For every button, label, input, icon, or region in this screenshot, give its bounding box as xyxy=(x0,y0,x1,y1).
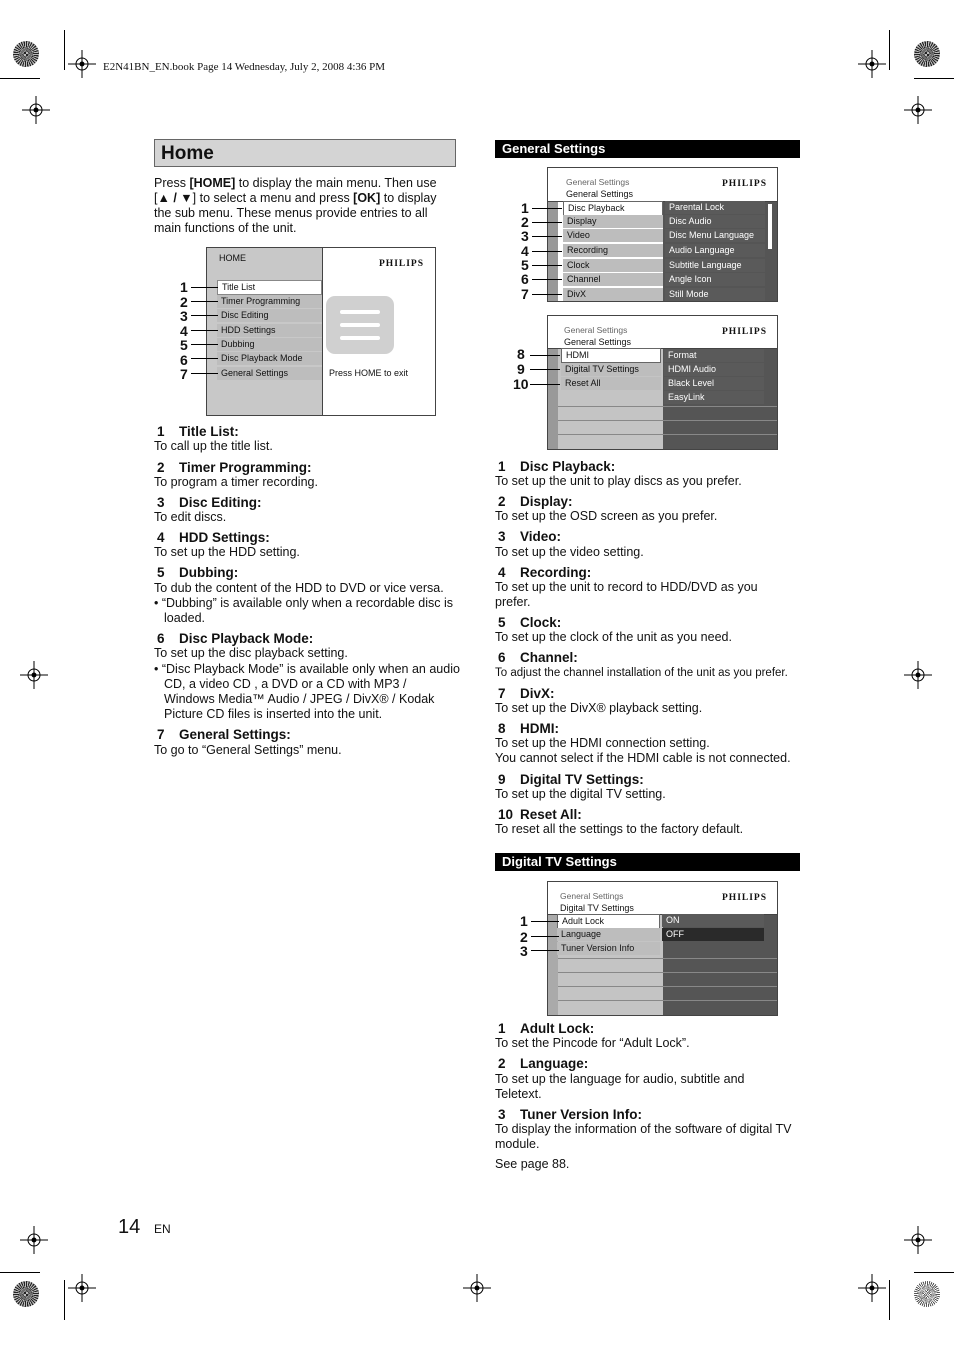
callout-number: 4 xyxy=(180,323,188,339)
entry-heading: 4 HDD Settings: xyxy=(157,530,270,545)
callout-leader xyxy=(530,355,560,356)
entry-desc: To set up the HDMI connection setting. xyxy=(495,736,710,750)
entry-desc: To display the information of the software of digital TV module. xyxy=(495,1122,792,1151)
general-right-format[interactable]: Format xyxy=(664,349,764,362)
general-left-video[interactable]: Video xyxy=(563,229,663,242)
crosshair-mark xyxy=(463,1274,491,1302)
entry-desc: To program a timer recording. xyxy=(154,475,318,489)
entry-heading: 1 Disc Playback: xyxy=(498,459,616,474)
callout-leader xyxy=(191,358,218,359)
crop-line xyxy=(914,1272,954,1273)
entry-heading: 1 Adult Lock: xyxy=(498,1021,595,1036)
home-item-hdd-settings[interactable]: HDD Settings xyxy=(217,324,322,337)
entry-desc: To set up the unit to play discs as you prefer. xyxy=(495,474,742,488)
section-bar-digital-tv-settings: Digital TV Settings xyxy=(495,853,800,871)
entry-heading: 10 Reset All: xyxy=(498,807,582,822)
home-item-dubbing[interactable]: Dubbing xyxy=(217,338,322,351)
entry-heading: 5 Clock: xyxy=(498,615,562,630)
callout-number: 5 xyxy=(521,257,529,273)
home-screen-heading: HOME xyxy=(219,253,246,263)
crosshair-mark xyxy=(904,96,932,124)
entry-heading: 1 Title List: xyxy=(157,424,239,439)
entry-desc: To set the Pincode for “Adult Lock”. xyxy=(495,1036,690,1050)
general-right-audio-language[interactable]: Audio Language xyxy=(665,244,765,257)
callout-leader xyxy=(191,330,218,331)
home-item-disc-editing[interactable]: Disc Editing xyxy=(217,309,322,322)
entry-heading: 7 General Settings: xyxy=(157,727,291,742)
home-intro: Press [HOME] to display the main menu. Then use [▲ / ▼] to select a menu and press [OK] to display the sub menu. These menus provide entries to all main functions of the unit. xyxy=(154,176,437,235)
callout-number: 1 xyxy=(180,279,188,295)
crop-line xyxy=(0,78,40,79)
entry-desc: To set up the disc playback setting. xyxy=(154,646,348,660)
general-left-hdmi[interactable]: HDMI xyxy=(561,348,661,363)
crosshair-mark xyxy=(904,661,932,689)
general-right-still-mode[interactable]: Still Mode xyxy=(665,288,765,301)
entry-desc-2: You cannot select if the HDMI cable is not connected. xyxy=(495,751,791,765)
crosshair-mark xyxy=(22,96,50,124)
crop-line xyxy=(64,30,65,70)
entry-desc: To set up the HDD setting. xyxy=(154,545,300,559)
entry-desc: To set up the digital TV setting. xyxy=(495,787,666,801)
crop-line xyxy=(914,78,954,79)
callout-number: 8 xyxy=(517,346,525,362)
crosshair-mark xyxy=(904,1226,932,1254)
general-right-easylink[interactable]: EasyLink xyxy=(664,391,764,404)
general-right-parental-lock[interactable]: Parental Lock xyxy=(665,201,765,214)
section-bar-general-settings: General Settings xyxy=(495,140,800,158)
callout-number: 4 xyxy=(521,243,529,259)
general-right-subtitle-language[interactable]: Subtitle Language xyxy=(665,259,765,272)
general-left-display[interactable]: Display xyxy=(563,215,663,228)
callout-number: 1 xyxy=(521,200,529,216)
entry-desc: To set up the OSD screen as you prefer. xyxy=(495,509,718,523)
entry-heading: 9 Digital TV Settings: xyxy=(498,772,644,787)
callout-leader xyxy=(532,222,562,223)
general-right-angle-icon[interactable]: Angle Icon xyxy=(665,273,765,286)
see-page-note: See page 88. xyxy=(495,1157,570,1171)
crop-line xyxy=(889,30,890,70)
entry-heading: 4 Recording: xyxy=(498,565,592,580)
crosshair-mark xyxy=(68,1274,96,1302)
philips-logo: PHILIPS xyxy=(722,179,768,189)
entry-heading: 5 Dubbing: xyxy=(157,565,239,580)
crop-line xyxy=(0,1272,40,1273)
entry-desc: To edit discs. xyxy=(154,510,227,524)
philips-logo: PHILIPS xyxy=(379,259,425,269)
callout-leader xyxy=(532,208,562,209)
crosshair-mark xyxy=(20,661,48,689)
registration-burst-tr xyxy=(914,41,940,67)
entry-desc: To set up the unit to record to HDD/DVD as you prefer. xyxy=(495,580,758,609)
callout-leader xyxy=(191,315,218,316)
entry-heading: 2 Language: xyxy=(498,1056,589,1071)
digital-left-adult-lock[interactable]: Adult Lock xyxy=(557,914,660,929)
crosshair-mark xyxy=(20,1226,48,1254)
entry-desc: To set up the language for audio, subtitle and Teletext. xyxy=(495,1072,745,1101)
callout-leader xyxy=(191,344,218,345)
general-left-reset-all[interactable]: Reset All xyxy=(561,377,661,390)
entry-desc: To set up the clock of the unit as you need. xyxy=(495,630,732,644)
entry-heading: 2 Display: xyxy=(498,494,573,509)
callout-leader xyxy=(532,236,562,237)
general-left-digital-tv-settings[interactable]: Digital TV Settings xyxy=(561,363,661,376)
section-title-home: Home xyxy=(154,139,456,167)
entry-desc: To set up the video setting. xyxy=(495,545,644,559)
screen-subtitle: Digital TV Settings xyxy=(560,903,634,913)
callout-leader xyxy=(532,265,562,266)
callout-number: 2 xyxy=(180,294,188,310)
home-item-title-list[interactable]: Title List xyxy=(217,280,322,295)
entry-heading: 7 DivX: xyxy=(498,686,555,701)
crosshair-mark xyxy=(858,1274,886,1302)
entry-heading: 2 Timer Programming: xyxy=(157,460,312,475)
entry-desc: To go to “General Settings” menu. xyxy=(154,743,342,757)
registration-burst-br xyxy=(914,1281,940,1307)
general-left-clock[interactable]: Clock xyxy=(563,259,663,272)
callout-number: 10 xyxy=(513,376,529,392)
callout-number: 1 xyxy=(520,913,528,929)
home-exit-hint: Press HOME to exit xyxy=(329,368,409,378)
general-left-disc-playback[interactable]: Disc Playback xyxy=(563,201,663,216)
general-right-black-level[interactable]: Black Level xyxy=(664,377,764,390)
callout-leader xyxy=(531,950,559,951)
philips-logo: PHILIPS xyxy=(722,893,768,903)
general-right-disc-audio[interactable]: Disc Audio xyxy=(665,215,765,228)
callout-leader xyxy=(191,373,218,374)
entry-bullet: • “Dubbing” is available only when a recordable disc is loaded. xyxy=(154,596,453,625)
entry-heading: 3 Disc Editing: xyxy=(157,495,262,510)
callout-leader xyxy=(532,279,562,280)
screen-subtitle: General Settings xyxy=(564,337,632,347)
entry-desc: To set up the DivX® playback setting. xyxy=(495,701,703,715)
crosshair-mark xyxy=(858,50,886,78)
crop-line xyxy=(889,1280,890,1320)
callout-number: 9 xyxy=(517,361,525,377)
screen-subtitle: General Settings xyxy=(566,189,634,199)
philips-logo: PHILIPS xyxy=(722,327,768,337)
general-right-disc-menu-language[interactable]: Disc Menu Language xyxy=(665,229,765,242)
general-right-hdmi-audio[interactable]: HDMI Audio xyxy=(664,363,764,376)
entry-bullet: • “Disc Playback Mode” is available only when an audio CD, a video CD , a DVD or a CD with MP3 / Windows Media™ Audio / JPEG / DivX® / Kodak Picture CD files is inserted into the unit. xyxy=(154,662,460,721)
callout-leader xyxy=(531,936,559,937)
callout-leader xyxy=(532,251,562,252)
callout-leader xyxy=(191,287,218,288)
callout-number: 3 xyxy=(521,228,529,244)
scrollbar[interactable] xyxy=(768,204,772,249)
menu-list-icon xyxy=(326,296,394,354)
callout-leader xyxy=(532,294,562,295)
print-header-line: E2N41BN_EN.book Page 14 Wednesday, July 2, 2008 4:36 PM xyxy=(103,61,386,73)
entry-desc: To adjust the channel installation of the unit as you prefer. xyxy=(495,667,788,679)
entry-heading: 6 Disc Playback Mode: xyxy=(157,631,314,646)
breadcrumb-small: General Settings xyxy=(566,177,630,187)
home-item-disc-playback-mode[interactable]: Disc Playback Mode xyxy=(217,352,322,365)
entry-heading: 8 HDMI: xyxy=(498,721,559,736)
callout-number: 2 xyxy=(520,929,528,945)
entry-desc: To call up the title list. xyxy=(154,439,273,453)
entry-heading: 3 Tuner Version Info: xyxy=(498,1107,643,1122)
registration-burst-bl xyxy=(13,1281,39,1307)
page-number: 14 xyxy=(118,1216,141,1238)
entry-desc: To dub the content of the HDD to DVD or vice versa. xyxy=(154,581,444,595)
breadcrumb-small: General Settings xyxy=(560,891,624,901)
entry-heading: 3 Video: xyxy=(498,529,562,544)
general-left-divx[interactable]: DivX xyxy=(563,288,663,301)
digital-option-off[interactable]: OFF xyxy=(662,928,764,941)
entry-desc: To reset all the settings to the factory default. xyxy=(495,822,744,836)
general-left-recording[interactable]: Recording xyxy=(563,244,663,257)
home-item-timer-programming[interactable]: Timer Programming xyxy=(217,295,322,308)
callout-number: 3 xyxy=(520,943,528,959)
callout-leader xyxy=(191,301,218,302)
digital-option-on[interactable]: ON xyxy=(662,914,764,927)
callout-number: 7 xyxy=(180,366,188,382)
callout-leader xyxy=(530,369,560,370)
callout-leader xyxy=(530,384,560,385)
left-scroll-strip xyxy=(548,349,558,449)
home-item-general-settings[interactable]: General Settings xyxy=(217,367,322,380)
crosshair-mark xyxy=(68,50,96,78)
callout-number: 6 xyxy=(180,352,188,368)
callout-number: 5 xyxy=(180,337,188,353)
callout-number: 2 xyxy=(521,214,529,230)
registration-burst-tl xyxy=(13,41,39,67)
callout-number: 7 xyxy=(521,286,529,302)
crop-line xyxy=(64,1280,65,1320)
digital-left-language[interactable]: Language xyxy=(557,928,660,941)
entry-heading: 6 Channel: xyxy=(498,650,578,665)
callout-number: 3 xyxy=(180,308,188,324)
callout-leader xyxy=(531,921,559,922)
general-left-channel[interactable]: Channel xyxy=(563,273,663,286)
callout-number: 6 xyxy=(521,271,529,287)
digital-left-tuner-version-info[interactable]: Tuner Version Info xyxy=(557,942,660,955)
breadcrumb-small: General Settings xyxy=(564,325,628,335)
language-code: EN xyxy=(154,1222,171,1236)
home-menu-screen xyxy=(206,247,436,416)
